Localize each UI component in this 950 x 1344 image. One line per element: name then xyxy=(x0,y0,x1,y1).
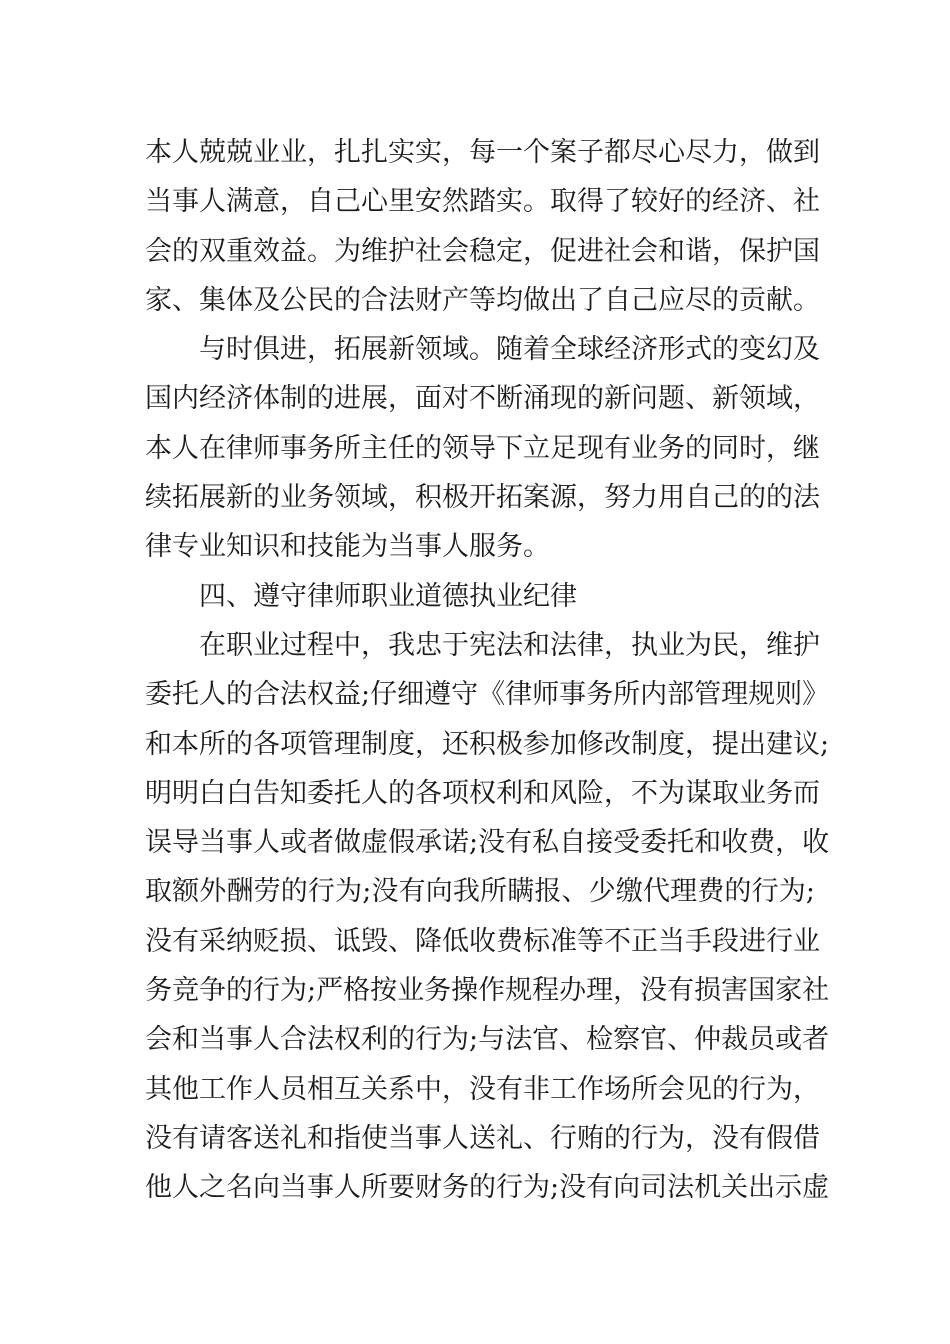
text-line-paragraph-start: 与时俱进，拓展新领域。随着全球经济形式的变幻及 xyxy=(199,334,820,366)
text-line: 他人之名向当事人所要财务的行为;没有向司法机关出示虚 xyxy=(145,1172,830,1204)
text-line: 会的双重效益。为维护社会稳定，促进社会和谐，保护国 xyxy=(145,235,820,267)
text-line: 当事人满意，自己心里安然踏实。取得了较好的经济、社 xyxy=(145,186,820,218)
text-line-paragraph-start: 在职业过程中，我忠于宪法和法律，执业为民，维护 xyxy=(199,629,820,661)
body-text xyxy=(145,128,830,1213)
text-line: 律专业知识和技能为当事人服务。 xyxy=(145,531,550,563)
text-line: 和本所的各项管理制度，还积极参加修改制度，提出建议; xyxy=(145,728,830,760)
text-line: 取额外酬劳的行为;没有向我所瞒报、少缴代理费的行为; xyxy=(145,876,815,908)
text-line: 没有请客送礼和指使当事人送礼、行贿的行为，没有假借 xyxy=(145,1122,820,1154)
text-line: 明明白白告知委托人的各项权利和风险，不为谋取业务而 xyxy=(145,777,820,809)
text-line: 委托人的合法权益;仔细遵守《律师事务所内部管理规则》 xyxy=(145,679,830,711)
text-line: 务竞争的行为;严格按业务操作规程办理，没有损害国家社 xyxy=(145,975,830,1007)
text-line: 其他工作人员相互关系中，没有非工作场所会见的行为， xyxy=(145,1073,820,1105)
text-line: 续拓展新的业务领域，积极开拓案源，努力用自己的的法 xyxy=(145,482,820,514)
text-line: 本人在律师事务所主任的领导下立足现有业务的同时，继 xyxy=(145,432,820,464)
text-line: 家、集体及公民的合法财产等均做出了自己应尽的贡献。 xyxy=(145,284,820,316)
text-line: 国内经济体制的进展，面对不断涌现的新问题、新领域， xyxy=(145,383,820,415)
text-line: 会和当事人合法权利的行为;与法官、检察官、仲裁员或者 xyxy=(145,1024,830,1056)
section-heading: 四、遵守律师职业道德执业纪律 xyxy=(199,580,577,612)
text-line: 没有采纳贬损、诋毁、降低收费标准等不正当手段进行业 xyxy=(145,925,820,957)
text-line: 误导当事人或者做虚假承诺;没有私自接受委托和收费，收 xyxy=(145,827,830,859)
text-line: 本人兢兢业业，扎扎实实，每一个案子都尽心尽力，做到 xyxy=(145,137,820,168)
